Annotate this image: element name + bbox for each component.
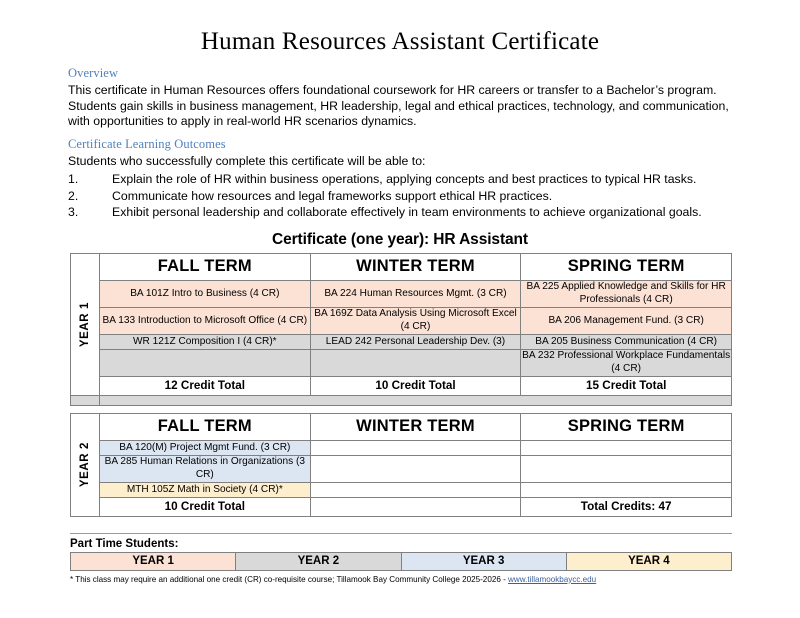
table-spacer-row xyxy=(71,395,732,405)
list-item xyxy=(68,188,738,205)
overview-heading: Overview xyxy=(68,66,119,80)
table-row xyxy=(71,349,732,376)
legend-year-4: YEAR 4 xyxy=(566,552,731,570)
part-time-legend-table xyxy=(70,552,732,571)
year-2-label: YEAR 2 xyxy=(79,442,91,488)
college-website-link[interactable]: www.tillamookbaycc.edu xyxy=(508,574,597,584)
course-cell: BA 224 Human Resources Mgmt. (3 CR) xyxy=(310,280,521,307)
course-cell: LEAD 242 Personal Leadership Dev. (3) xyxy=(310,334,521,349)
learning-outcomes-heading: Certificate Learning Outcomes xyxy=(68,136,226,151)
table-row-header xyxy=(71,253,732,280)
course-cell: BA 169Z Data Analysis Using Microsoft Excel (4 CR) xyxy=(310,307,521,334)
plan-tables-area xyxy=(0,253,800,517)
course-cell: WR 121Z Composition I (4 CR)* xyxy=(100,334,311,349)
year-1-winter-term-header: WINTER TERM xyxy=(310,253,521,280)
legend-year-3: YEAR 3 xyxy=(401,552,566,570)
list-item-number: 2. xyxy=(68,188,79,203)
year-1-fall-total: 12 Credit Total xyxy=(100,376,311,395)
legend-year-2: YEAR 2 xyxy=(236,552,401,570)
overview-paragraph: This certificate in Human Resources offers foundational coursework for HR careers or transfer to a Bachelor’s program. Students gain skills in business management, HR leadership, legal and ethical practices, technology, and communication, with opportunities to apply in real-world HR scenarios dynamics. xyxy=(68,83,729,129)
course-cell: BA 101Z Intro to Business (4 CR) xyxy=(100,280,311,307)
course-cell: MTH 105Z Math in Society (4 CR)* xyxy=(100,482,311,497)
footnote-text: * This class may require an additional one credit (CR) co-requisite course; Tillamook Bay Community College 2025-2026 - xyxy=(70,574,509,584)
course-cell: BA 206 Management Fund. (3 CR) xyxy=(521,307,732,334)
text-content-area xyxy=(0,66,800,221)
table-row xyxy=(71,552,732,570)
table-gap xyxy=(70,406,732,413)
course-cell-empty xyxy=(100,349,311,376)
year-2-label-cell xyxy=(71,413,100,516)
footnote xyxy=(70,574,732,585)
divider xyxy=(70,533,732,534)
spacer-cell xyxy=(100,395,732,405)
course-cell: BA 232 Professional Workplace Fundamentals (4 CR) xyxy=(521,349,732,376)
part-time-students-section xyxy=(0,517,800,585)
year-2-winter-term-header: WINTER TERM xyxy=(310,413,521,440)
list-item-text: Exhibit personal leadership and collaborate effectively in team environments to achieve organizational goals. xyxy=(112,205,702,220)
list-item-number: 3. xyxy=(68,205,79,220)
course-cell: BA 225 Applied Knowledge and Skills for HR Professionals (4 CR) xyxy=(521,280,732,307)
year-2-winter-total xyxy=(310,497,521,516)
year-1-winter-total: 10 Credit Total xyxy=(310,376,521,395)
part-time-label: Part Time Students: xyxy=(70,537,179,550)
table-row-totals xyxy=(71,376,732,395)
year-1-plan-table xyxy=(70,253,732,406)
year-1-label-cell xyxy=(71,253,100,395)
course-cell: BA 285 Human Relations in Organizations (3 CR) xyxy=(100,455,311,482)
year-1-spring-total: 15 Credit Total xyxy=(521,376,732,395)
table-row xyxy=(71,440,732,455)
learning-outcomes-list xyxy=(68,171,738,221)
course-cell-empty xyxy=(310,455,521,482)
course-cell-empty xyxy=(310,482,521,497)
table-row xyxy=(71,334,732,349)
list-item-text: Communicate how resources and legal frameworks support ethical HR practices. xyxy=(112,188,553,203)
year-2-spring-term-header: SPRING TERM xyxy=(521,413,732,440)
year-1-label: YEAR 1 xyxy=(79,301,91,347)
page-title: Human Resources Assistant Certificate xyxy=(200,28,600,55)
learning-outcomes-lead: Students who successfully complete this certificate will be able to: xyxy=(68,153,426,168)
table-row xyxy=(71,482,732,497)
year-2-fall-total: 10 Credit Total xyxy=(100,497,311,516)
course-cell-empty xyxy=(521,482,732,497)
list-item-text: Explain the role of HR within business operations, applying concepts and best practices to typical HR tasks. xyxy=(112,172,697,187)
table-row xyxy=(71,280,732,307)
course-cell-empty xyxy=(521,455,732,482)
list-item-number: 1. xyxy=(68,172,79,187)
course-cell: BA 133 Introduction to Microsoft Office (4 CR) xyxy=(100,307,311,334)
course-cell-empty xyxy=(310,349,521,376)
table-row-header xyxy=(71,413,732,440)
year-1-spring-term-header: SPRING TERM xyxy=(521,253,732,280)
spacer-cell xyxy=(71,395,100,405)
course-cell-empty xyxy=(310,440,521,455)
plan-table-title: Certificate (one year): HR Assistant xyxy=(272,230,528,248)
course-cell: BA 120(M) Project Mgmt Fund. (3 CR) xyxy=(100,440,311,455)
year-2-fall-term-header: FALL TERM xyxy=(100,413,311,440)
table-row xyxy=(71,455,732,482)
course-cell: BA 205 Business Communication (4 CR) xyxy=(521,334,732,349)
list-item xyxy=(68,171,738,188)
year-1-fall-term-header: FALL TERM xyxy=(100,253,311,280)
year-2-grand-total: Total Credits: 47 xyxy=(521,497,732,516)
legend-year-1: YEAR 1 xyxy=(71,552,236,570)
table-row xyxy=(71,307,732,334)
list-item xyxy=(68,204,738,221)
year-2-plan-table xyxy=(70,413,732,517)
table-row-totals xyxy=(71,497,732,516)
course-cell-empty xyxy=(521,440,732,455)
